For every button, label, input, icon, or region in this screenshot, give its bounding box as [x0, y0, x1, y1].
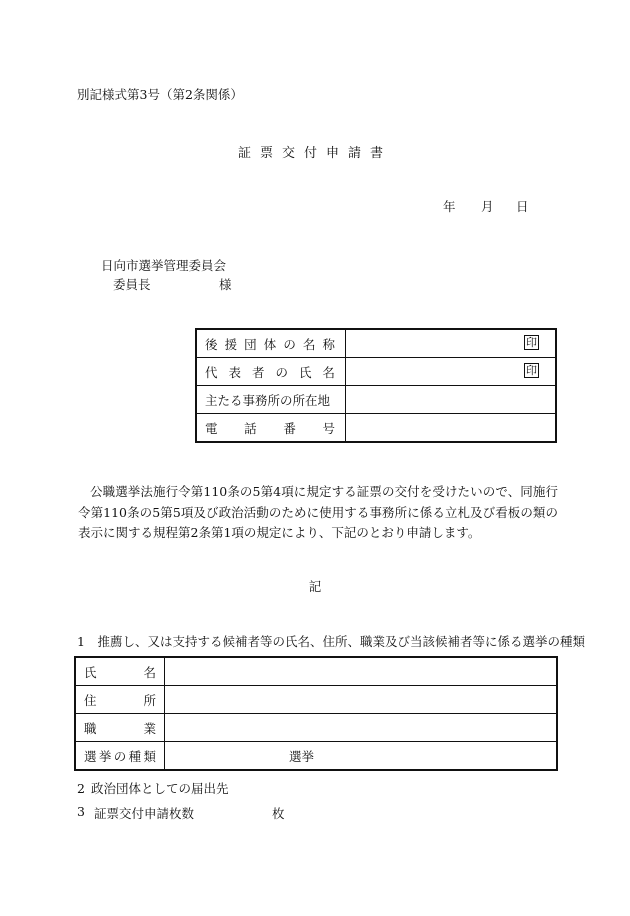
applicant-org-name-label: 後 援 団 体 の 名 称 — [196, 329, 346, 358]
candidate-name-label: 氏 名 — [75, 657, 165, 686]
item-3 — [77, 804, 337, 820]
representative-name-field[interactable] — [346, 358, 557, 386]
applicant-table — [195, 328, 557, 443]
candidate-name-field[interactable] — [165, 657, 558, 686]
phone-number-label: 電 話 番 号 — [196, 414, 346, 443]
candidate-table — [74, 656, 558, 771]
date-month-label: 月 — [481, 199, 494, 214]
candidate-address-field[interactable] — [165, 686, 558, 714]
recipient-honorific: 様 — [219, 277, 232, 292]
seal-mark: 印 — [526, 364, 537, 377]
candidate-address-label: 住 所 — [75, 686, 165, 714]
recipient-chair: 委員長 — [113, 277, 151, 292]
election-type-label: 選 挙 の 種 類 — [75, 742, 165, 771]
table-row — [75, 742, 557, 771]
item-2-number: 2 — [77, 781, 85, 796]
table-row — [196, 329, 556, 358]
office-address-field[interactable] — [346, 386, 557, 414]
candidate-occupation-label: 職 業 — [75, 714, 165, 742]
date-day-label: 日 — [516, 199, 529, 214]
seal-mark: 印 — [526, 336, 537, 349]
recipient-organization: 日向市選挙管理委員会 — [101, 258, 227, 273]
office-address-label: 主たる事務所の所在地 — [196, 386, 346, 414]
item-3-unit: 枚 — [272, 806, 285, 821]
date-year-label: 年 — [443, 199, 456, 214]
form-number-label: 別記様式第3号（第2条関係） — [77, 87, 243, 102]
table-row — [196, 358, 556, 386]
representative-name-label: 代 表 者 の 氏 名 — [196, 358, 346, 386]
table-row — [75, 714, 557, 742]
election-type-field[interactable]: 選挙 — [165, 742, 558, 771]
application-statement: 公職選挙法施行令第110条の5第4項に規定する証票の交付を受けたいので、同施行令第110条の5第5項及び政治活動のために使用する事務所に係る立札及び看板の類の表示に関する規程第2条第1項の規定により、下記のとおり申請します。 — [78, 484, 558, 540]
table-row — [75, 657, 557, 686]
table-row — [196, 386, 556, 414]
table-row — [196, 414, 556, 443]
applicant-org-name-field[interactable] — [346, 329, 557, 358]
item-3-number: 3 — [77, 804, 85, 819]
document-title: 証票交付申請書 — [237, 146, 392, 161]
phone-number-field[interactable] — [346, 414, 557, 443]
item-1-heading: 1 推薦し、又は支持する候補者等の氏名、住所、職業及び当該候補者等に係る選挙の種類 — [77, 634, 585, 649]
item-3-label: 証票交付申請枚数 — [94, 806, 195, 821]
table-row — [75, 686, 557, 714]
candidate-occupation-field[interactable] — [165, 714, 558, 742]
ki-heading: 記 — [308, 579, 322, 594]
item-2 — [77, 779, 228, 797]
item-2-label: 政治団体としての届出先 — [90, 781, 229, 796]
